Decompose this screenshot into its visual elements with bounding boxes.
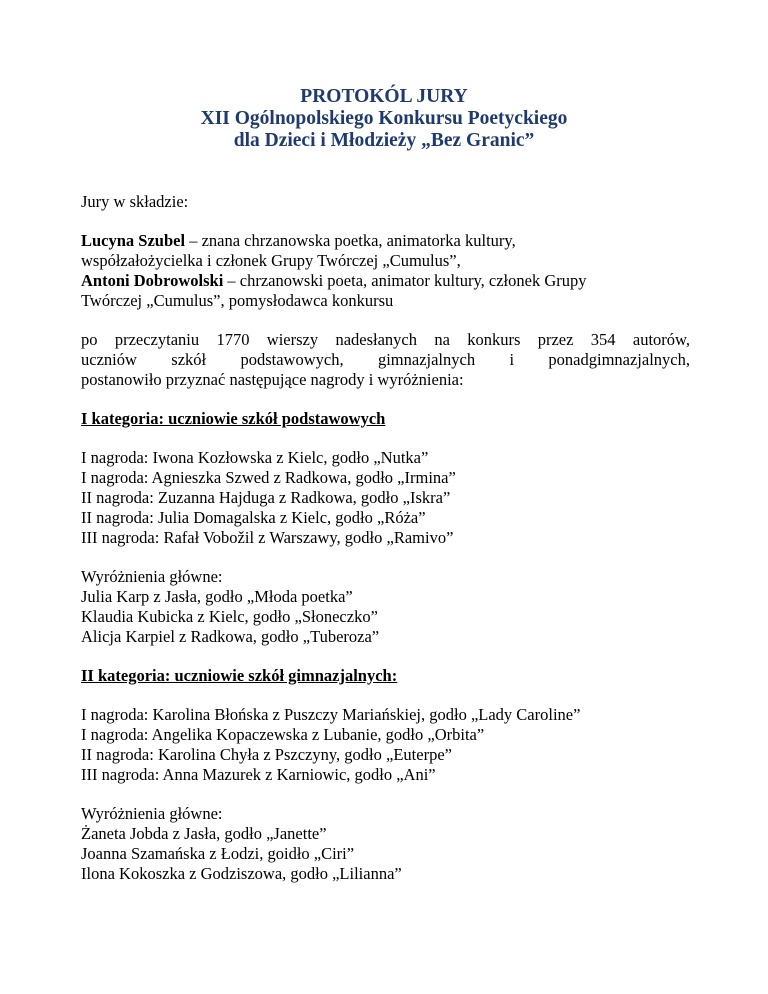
distinctions-label: Wyróżnienia główne: [81, 804, 223, 823]
title-line-1: PROTOKÓL JURY [300, 86, 468, 107]
document-title [0, 86, 768, 152]
category-1-heading: I kategoria: uczniowie szkół podstawowych [81, 409, 386, 428]
award-item: I nagroda: Angelika Kopaczewska z Lubanie, godło „Orbita” [81, 725, 485, 744]
distinction-item: Ilona Kokoszka z Godziszowa, godło „Lilianna” [81, 864, 402, 883]
award-item: III nagroda: Rafał Vobožil z Warszawy, godło „Ramivo” [81, 528, 454, 547]
jury-member-1 [81, 231, 690, 251]
award-item: II nagroda: Zuzanna Hajduga z Radkowa, godło „Iskra” [81, 488, 451, 507]
distinctions-label: Wyróżnienia główne: [81, 567, 223, 586]
title-line-2: XII Ogólnopolskiego Konkursu Poetyckiego [200, 108, 568, 129]
title-line-3: dla Dzieci i Młodzieży „Bez Granic” [233, 130, 535, 151]
jury-member-1-desc-cont: współzałożycielka i członek Grupy Twórczej „Cumulus”, [81, 251, 461, 270]
distinction-item: Joanna Szamańska z Łodzi, goidło „Ciri” [81, 844, 355, 863]
jury-member-name: Lucyna Szubel [81, 231, 186, 250]
jury-member-2 [81, 271, 690, 291]
decision-line-1: po przeczytaniu 1770 wierszy nadesłanych na konkurs przez 354 autorów, [81, 330, 690, 349]
jury-member-name: Antoni Dobrowolski [81, 271, 224, 290]
document-body [81, 192, 690, 884]
jury-member-desc: – chrzanowski poeta, animator kultury, członek Grupy [223, 271, 587, 290]
award-item: II nagroda: Julia Domagalska z Kielc, godło „Róża” [81, 508, 426, 527]
award-item: III nagroda: Anna Mazurek z Karniowic, godło „Ani” [81, 765, 436, 784]
award-item: I nagroda: Karolina Błońska z Puszczy Mariańskiej, godło „Lady Caroline” [81, 705, 581, 724]
distinction-item: Żaneta Jobda z Jasła, godło „Janette” [81, 824, 327, 843]
distinction-item: Julia Karp z Jasła, godło „Młoda poetka” [81, 587, 353, 606]
category-2-heading: II kategoria: uczniowie szkół gimnazjalnych: [81, 666, 398, 685]
jury-member-2-desc-cont: Twórczej „Cumulus”, pomysłodawca konkursu [81, 291, 394, 310]
jury-member-desc: – znana chrzanowska poetka, animatorka kultury, [185, 231, 516, 250]
distinction-item: Alicja Karpiel z Radkowa, godło „Tuberoza” [81, 627, 380, 646]
distinction-item: Klaudia Kubicka z Kielc, godło „Słoneczko” [81, 607, 378, 626]
decision-line-2: uczniów szkół podstawowych, gimnazjalnych i ponadgimnazjalnych, [81, 350, 690, 369]
jury-intro: Jury w składzie: [81, 192, 189, 211]
award-item: I nagroda: Agnieszka Szwed z Radkowa, godło „Irmina” [81, 468, 456, 487]
decision-line-3: postanowiło przyznać następujące nagrody i wyróżnienia: [81, 370, 464, 389]
award-item: II nagroda: Karolina Chyła z Pszczyny, godło „Euterpe” [81, 745, 452, 764]
award-item: I nagroda: Iwona Kozłowska z Kielc, godło „Nutka” [81, 448, 429, 467]
